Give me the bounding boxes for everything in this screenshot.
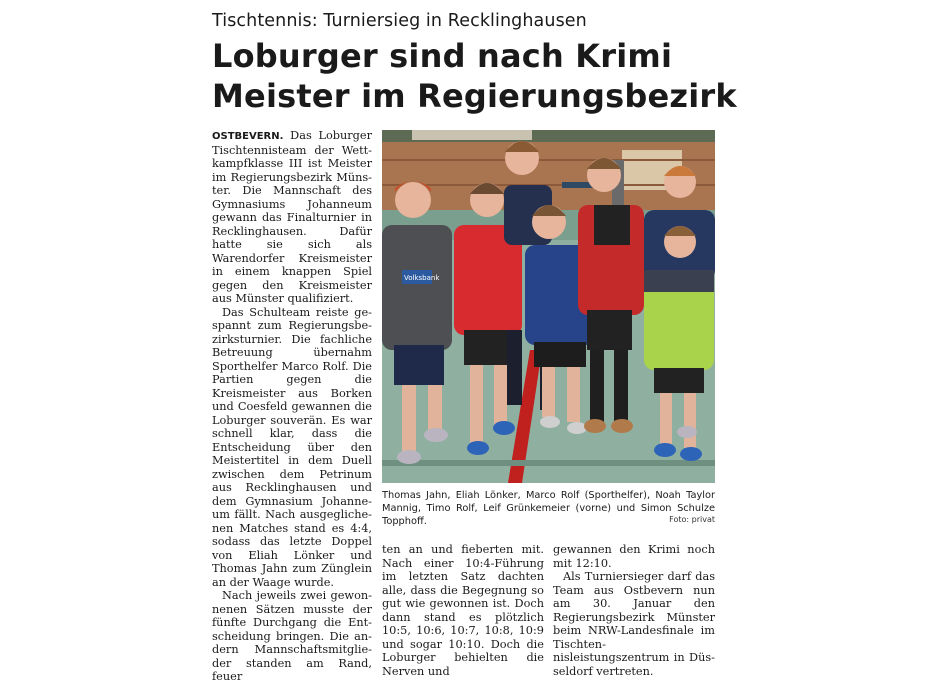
article-kicker: Tischtennis: Turniersieg in Recklinghausen — [212, 11, 587, 31]
paragraph-3: Nach jeweils zwei gewonnenen Sätzen musste der fünfte Durchgang die Entscheidung bringen. Die andern Mannschaftsmitglieder standen am Rand, feuer — [212, 589, 372, 683]
paragraph-1 — [212, 129, 372, 306]
shirt-sponsor-text: Volksbank — [404, 274, 440, 282]
team-photo-illustration — [382, 130, 715, 483]
dateline: OSTBEVERN. — [212, 131, 284, 142]
paragraph-5: gewannen den Krimi noch mit 12:10. — [553, 543, 715, 570]
text-column-1 — [212, 129, 372, 684]
paragraph-1-text: Das Loburger Tischtennisteam der Wettkampfklasse III ist Meister im Regierungsbezirk Münster. Die Mannschaft des Gymnasiums Johanneum gewann das Finalturnier in Recklinghausen. Dafür hatte sie sich als Warendorfer Kreismeister in einem knappen Spiel gegen den Kreismeister aus Münster qualifiziert. — [212, 129, 372, 305]
text-column-2 — [382, 543, 544, 678]
paragraph-2: Das Schulteam reiste gespannt zum Regierungsbezirksturnier. Die fachliche Betreuung übernahm Sporthelfer Marco Rolf. Die Partien gegen die Kreismeister aus Borken und Coesfeld gewannen die Loburger souverän. Es war schnell klar, dass die Entscheidung über den Meistertitel in dem Duell zwischen dem Petrinum aus Recklinghausen und dem Gymnasium Johanneum fällt. Nach ausgeglichenen Matches stand es 4:4, sodass das letzte Doppel von Eliah Lönker und Thomas Jahn zum Zünglein an der Waage wurde. — [212, 305, 372, 589]
photo-credit: Foto: privat — [669, 515, 715, 524]
article-headline — [212, 36, 737, 116]
photo-caption: Thomas Jahn, Eliah Lönker, Marco Rolf (Sporthelfer), Noah Taylor Mannig, Timo Rolf, Leif Grünkemeier (vorne) und Simon Schulze Topphoff. — [382, 490, 715, 527]
paragraph-4: ten an und fieberten mit. Nach einer 10:4-Führung im letzten Satz dachten alle, dass die Begegnung so gut wie gewonnen ist. Doch dann stand es plötzlich 10:5, 10:6, 10:7, 10:8, 10:9 und sogar 10:10. Doch die Loburger behielten die Nerven und — [382, 543, 544, 678]
team-photo — [382, 130, 715, 483]
headline-line-1: Loburger sind nach Krimi — [212, 37, 673, 75]
headline-line-2: Meister im Regierungsbezirk — [212, 77, 737, 115]
text-column-3 — [553, 543, 715, 678]
paragraph-6: Als Turniersieger darf das Team aus Ostbevern nun am 30. Januar den Regierungsbezirk Münster beim NRW-Landesfinale im Tischtennisleistungszentrum in Düsseldorf vertreten. — [553, 570, 715, 678]
